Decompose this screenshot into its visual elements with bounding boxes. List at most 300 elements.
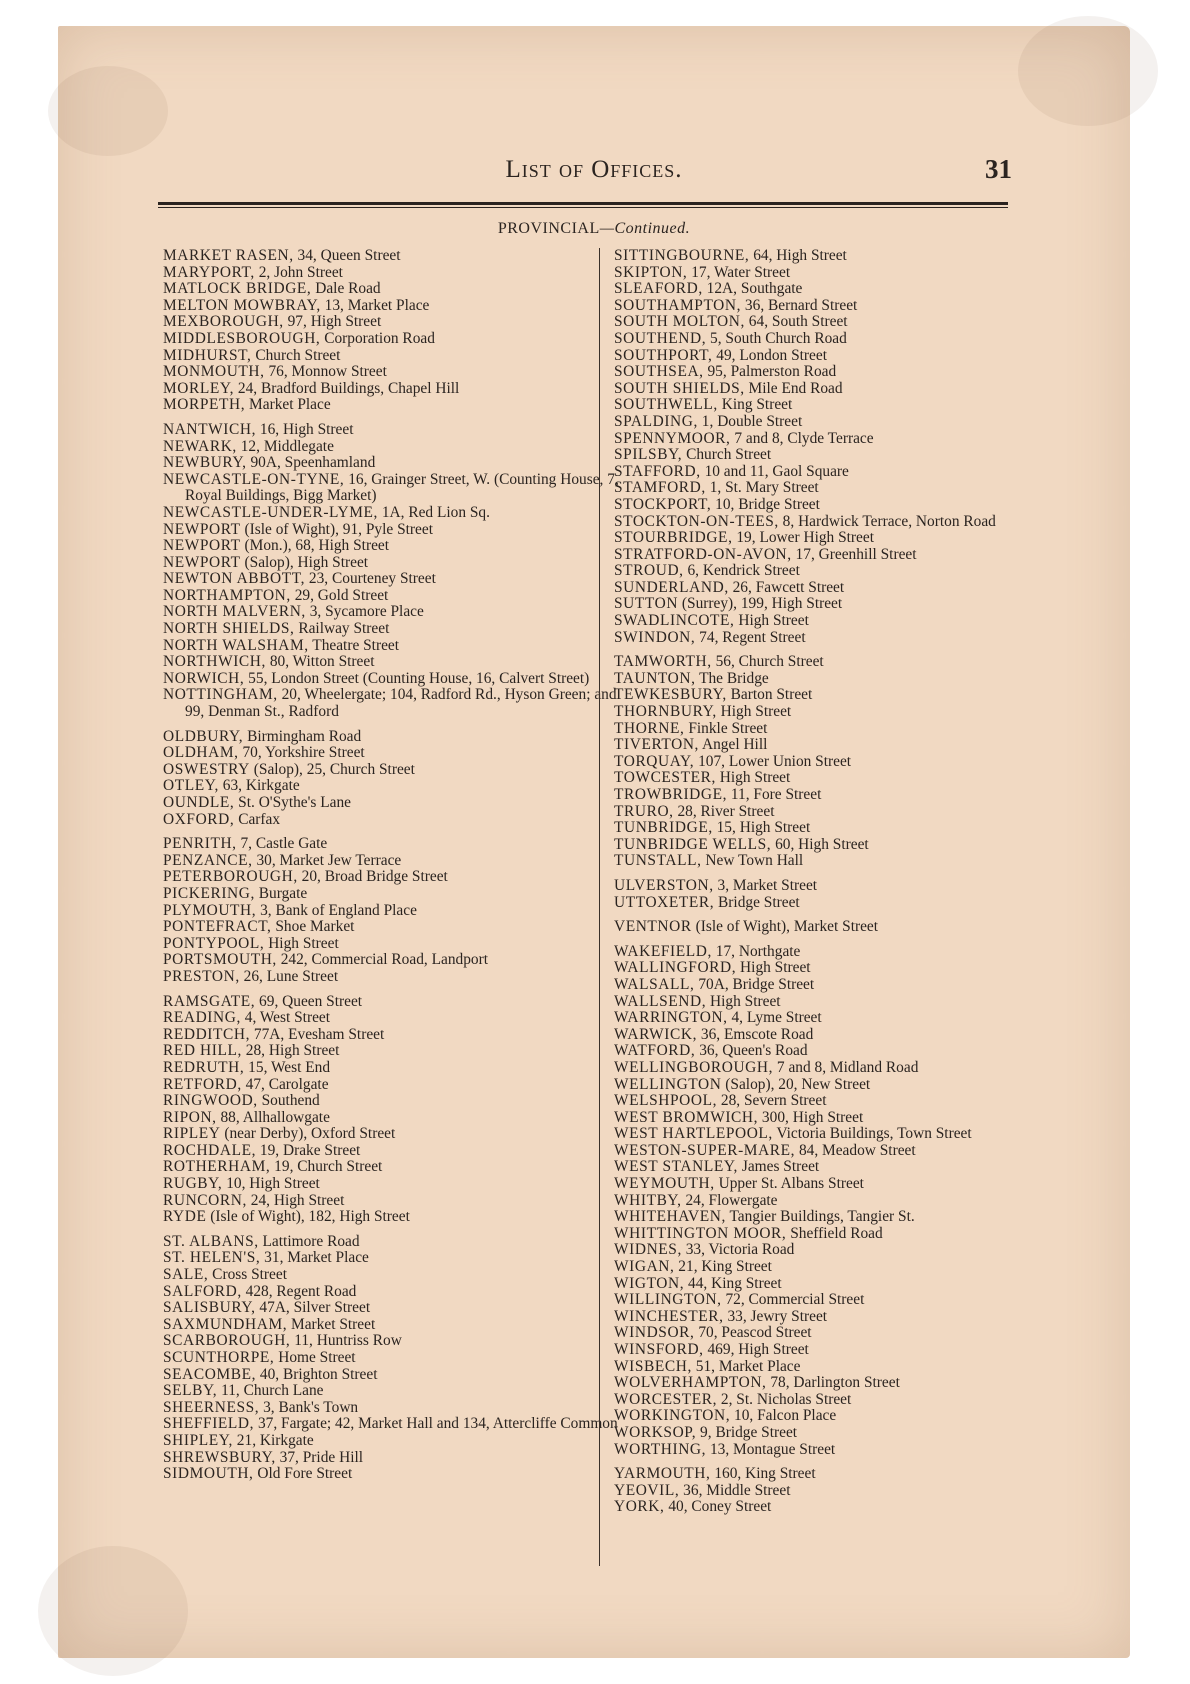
office-address: (Salop), 25, Church Street [249, 760, 415, 778]
office-entry [163, 314, 633, 331]
office-address: 24, Flowergate [681, 1191, 778, 1209]
office-address: 4, Lyme Street [727, 1009, 822, 1027]
left-column [163, 248, 633, 1491]
office-entry [614, 804, 1034, 821]
office-address: 40, Brighton Street [256, 1365, 378, 1383]
office-entry [614, 298, 1034, 315]
office-address: 1, Double Street [697, 412, 803, 430]
office-address: 3, Bank of England Place [256, 901, 417, 919]
town-name: NEWPORT [163, 553, 241, 571]
office-address: 40, Coney Street [664, 1498, 772, 1516]
office-address: 3, Bank's Town [259, 1398, 359, 1416]
town-name: RUNCORN, [163, 1191, 247, 1209]
office-entry [163, 505, 633, 522]
office-address: 47A, Silver Street [255, 1299, 371, 1317]
town-name: OXFORD, [163, 810, 235, 828]
office-address: 15, High Street [712, 819, 811, 837]
office-address: Birmingham Road [243, 727, 362, 745]
office-entry [614, 1483, 1034, 1500]
town-name: WORCESTER, [614, 1390, 718, 1408]
office-entry [163, 1400, 633, 1417]
office-entry [614, 787, 1034, 804]
office-address: 60, High Street [771, 835, 869, 853]
office-address: Corporation Road [320, 329, 435, 347]
office-entry [614, 348, 1034, 365]
town-name: STOURBRIDGE, [614, 529, 733, 547]
town-name: SPALDING, [614, 412, 698, 430]
town-name: SLEAFORD, [614, 280, 703, 298]
office-entry [614, 1226, 1034, 1243]
office-group [163, 729, 633, 829]
office-entry [614, 1259, 1034, 1276]
office-address: (near Derby), Oxford Street [220, 1125, 396, 1143]
office-address: Church Street [251, 346, 341, 364]
town-name: NEWPORT [163, 520, 241, 538]
town-name: MORPETH, [163, 396, 246, 414]
header-rule [158, 202, 1008, 205]
town-name: TIVERTON, [614, 736, 699, 754]
town-name: NEWCASTLE-UNDER-LYME, [163, 503, 378, 521]
right-column [614, 248, 1034, 1524]
office-address: 70, Yorkshire Street [238, 744, 365, 762]
town-name: WEST HARTLEPOOL, [614, 1125, 773, 1143]
office-address: Market Street [287, 1315, 376, 1333]
office-entry [163, 538, 633, 555]
office-address: 1, St. Mary Street [705, 479, 819, 497]
office-address: 37, Pride Hill [275, 1448, 364, 1466]
town-name: STROUD, [614, 562, 684, 580]
office-entry [614, 754, 1034, 771]
office-address: (Salop), High Street [240, 553, 369, 571]
office-entry [614, 1159, 1034, 1176]
office-entry [163, 886, 633, 903]
office-address: Cross Street [208, 1266, 287, 1284]
office-address: 70A, Bridge Street [694, 975, 815, 993]
office-address: 160, King Street [710, 1465, 816, 1483]
office-entry [163, 604, 633, 621]
office-address: 5, South Church Road [706, 329, 847, 347]
office-entry [614, 596, 1034, 613]
office-group [163, 248, 633, 414]
office-address: 11, Church Lane [217, 1382, 324, 1400]
town-name: NORTH SHIELDS, [163, 620, 295, 638]
office-address: James Street [738, 1158, 820, 1176]
office-entry [614, 737, 1034, 754]
office-address: 20, Broad Bridge Street [297, 868, 448, 886]
town-name: WORTHING, [614, 1440, 707, 1458]
office-entry [614, 1309, 1034, 1326]
office-address: Theatre Street [308, 636, 400, 654]
office-address: 64, High Street [749, 247, 847, 264]
office-address: 36, Bernard Street [741, 296, 858, 314]
town-name: SOUTHPORT, [614, 346, 713, 364]
office-address: Sheffield Road [786, 1224, 883, 1242]
office-address: 36, Middle Street [679, 1481, 791, 1499]
office-entry [614, 314, 1034, 331]
office-entry [614, 431, 1034, 448]
office-entry [163, 364, 633, 381]
office-entry [163, 795, 633, 812]
office-address: 7 and 8, Clyde Terrace [730, 429, 874, 447]
office-entry [614, 580, 1034, 597]
office-address: 76, Monnow Street [264, 363, 387, 381]
office-address: 20, Wheelergate; 104, Radford Rd., Hyson Green; and 99, Denman St., Radford [185, 686, 617, 721]
office-entry [163, 994, 633, 1011]
town-name: SELBY, [163, 1382, 218, 1400]
office-address: 28, Severn Street [717, 1092, 827, 1110]
town-name: SWADLINCOTE, [614, 612, 735, 630]
town-name: SOUTHSEA, [614, 363, 704, 381]
office-entry [614, 1027, 1034, 1044]
office-entry [614, 919, 1034, 936]
office-entry [163, 265, 633, 282]
office-address: 19, Drake Street [256, 1141, 361, 1159]
office-entry [163, 903, 633, 920]
town-name: WESTON-SUPER-MARE, [614, 1141, 796, 1159]
town-name: RED HILL, [163, 1042, 242, 1060]
office-group [614, 654, 1034, 870]
office-entry [614, 977, 1034, 994]
office-entry [614, 654, 1034, 671]
office-address: 26, Fawcett Street [728, 578, 845, 596]
office-entry [163, 762, 633, 779]
town-name: MATLOCK BRIDGE, [163, 280, 312, 298]
office-entry [614, 1209, 1034, 1226]
office-entry [614, 895, 1034, 912]
office-address: 13, Market Place [320, 296, 430, 314]
town-name: MORLEY, [163, 379, 235, 397]
town-name: WELSHPOOL, [614, 1092, 718, 1110]
town-name: PLYMOUTH, [163, 901, 257, 919]
town-name: YARMOUTH, [614, 1465, 711, 1483]
town-name: TAMWORTH, [614, 653, 712, 671]
office-entry [163, 1367, 633, 1384]
office-entry [163, 671, 633, 688]
office-entry [614, 281, 1034, 298]
town-name: SCUNTHORPE, [163, 1349, 275, 1366]
office-address: High Street [734, 612, 809, 630]
office-entry [614, 248, 1034, 265]
town-name: SALISBURY, [163, 1299, 256, 1317]
office-address: Railway Street [294, 620, 390, 638]
town-name: WEST STANLEY, [614, 1158, 738, 1176]
office-address: Barton Street [726, 686, 813, 704]
town-name: PONTYPOOL, [163, 934, 265, 952]
office-address: (Surrey), 199, High Street [678, 595, 843, 613]
town-name: NORTHWICH, [163, 653, 266, 671]
office-entry [614, 687, 1034, 704]
town-name: ROCHDALE, [163, 1141, 257, 1159]
office-entry [163, 555, 633, 572]
town-name: WINCHESTER, [614, 1307, 724, 1325]
office-address: 6, Kendrick Street [683, 562, 800, 580]
office-entry [163, 687, 633, 720]
office-address: Market Place [245, 396, 331, 414]
office-address: 300, High Street [758, 1108, 864, 1126]
office-address: 16, High Street [256, 420, 354, 438]
office-address: 10 and 11, Gaol Square [700, 462, 849, 480]
office-address: 17, Greenhill Street [791, 545, 917, 563]
office-entry [163, 936, 633, 953]
office-address: Carfax [234, 810, 281, 828]
office-entry [614, 1499, 1034, 1516]
office-entry [163, 952, 633, 969]
town-name: WISBECH, [614, 1357, 692, 1375]
town-name: PRESTON, [163, 967, 240, 985]
office-address: Burgate [254, 884, 308, 902]
office-entry [163, 1043, 633, 1060]
page-title: List of Offices. [505, 156, 683, 183]
office-entry [163, 1176, 633, 1193]
office-entry [614, 364, 1034, 381]
office-address: 9, Bridge Street [696, 1423, 798, 1441]
office-entry [163, 812, 633, 829]
office-entry [163, 1267, 633, 1284]
office-entry [614, 1143, 1034, 1160]
town-name: STOCKTON-ON-TEES, [614, 512, 779, 530]
town-name: PETERBOROUGH, [163, 868, 298, 886]
office-address: 78, Darlington Street [766, 1374, 900, 1392]
paper-page [58, 26, 1130, 1658]
office-entry [163, 969, 633, 986]
office-entry [163, 638, 633, 655]
town-name: YORK, [614, 1498, 665, 1516]
office-address: King Street [717, 396, 793, 414]
office-address: 77A, Evesham Street [250, 1025, 385, 1043]
office-address: 72, Commercial Street [721, 1291, 865, 1309]
town-name: WARWICK, [614, 1025, 698, 1043]
office-address: 428, Regent Road [241, 1282, 357, 1300]
town-name: SUNDERLAND, [614, 578, 729, 596]
office-address: High Street [736, 959, 811, 977]
office-entry [614, 1375, 1034, 1392]
office-address: 88, Allhallowgate [216, 1108, 330, 1126]
town-name: RUGBY, [163, 1175, 223, 1193]
office-entry [614, 1325, 1034, 1342]
office-address: High Street [716, 703, 792, 721]
town-name: THORNE, [614, 719, 685, 737]
town-name: TORQUAY, [614, 752, 695, 770]
office-address: 90A, Speenhamland [246, 454, 376, 472]
office-entry [163, 919, 633, 936]
office-address: 8, Hardwick Terrace, Norton Road [778, 512, 996, 530]
office-address: 49, London Street [712, 346, 827, 364]
office-address: 11, Fore Street [727, 786, 822, 803]
office-entry [163, 397, 633, 414]
office-entry [163, 1250, 633, 1267]
town-name: READING, [163, 1009, 241, 1027]
town-name: OUNDLE, [163, 794, 235, 811]
section-title: PROVINCIAL [497, 220, 600, 237]
office-address: 3, Market Street [713, 876, 818, 894]
office-address: Shoe Market [271, 918, 355, 936]
office-entry [614, 1110, 1034, 1127]
office-entry [163, 1027, 633, 1044]
office-entry [163, 1159, 633, 1176]
office-entry [614, 1060, 1034, 1077]
town-name: SCARBOROUGH, [163, 1332, 291, 1350]
town-name: OSWESTRY [163, 760, 250, 778]
office-entry [614, 265, 1034, 282]
page-stain [48, 66, 168, 156]
office-address: Tangier Buildings, Tangier St. [725, 1208, 915, 1226]
town-name: SOUTH SHIELDS, [614, 379, 745, 397]
town-name: WEYMOUTH, [614, 1175, 715, 1193]
office-entry [163, 1383, 633, 1400]
office-entry [163, 1284, 633, 1301]
office-address: 36, Queen's Road [695, 1042, 808, 1060]
office-entry [163, 1416, 633, 1433]
office-entry [614, 381, 1034, 398]
office-entry [163, 1300, 633, 1317]
office-entry [614, 1466, 1034, 1483]
town-name: PONTEFRACT, [163, 918, 272, 936]
office-entry [163, 522, 633, 539]
town-name: SOUTHAMPTON, [614, 296, 742, 314]
office-address: 2, St. Nicholas Street [717, 1390, 852, 1408]
office-address: New Town Hall [701, 852, 804, 870]
office-entry [163, 281, 633, 298]
town-name: SITTINGBOURNE, [614, 247, 750, 264]
office-address: Old Fore Street [253, 1465, 353, 1483]
office-address: 17, Water Street [687, 263, 791, 281]
office-address: 3, Sycamore Place [305, 603, 424, 621]
office-entry [163, 1193, 633, 1210]
office-address: 4, West Street [240, 1009, 331, 1027]
office-entry [163, 472, 633, 505]
town-name: MEXBOROUGH, [163, 313, 284, 331]
office-entry [614, 1126, 1034, 1143]
office-address: 469, High Street [703, 1341, 809, 1358]
office-group [614, 878, 1034, 911]
town-name: NORTHAMPTON, [163, 586, 291, 604]
office-entry [163, 778, 633, 795]
office-address: Angel Hill [698, 736, 768, 754]
office-entry [614, 1359, 1034, 1376]
town-name: NEWARK, [163, 437, 237, 455]
office-address: Victoria Buildings, Town Street [772, 1125, 972, 1143]
office-entry [163, 1234, 633, 1251]
office-entry [163, 571, 633, 588]
town-name: WELLINGBOROUGH, [614, 1058, 774, 1076]
office-entry [163, 1093, 633, 1110]
office-address: 12A, Southgate [702, 280, 803, 298]
town-name: SOUTHWELL, [614, 396, 718, 414]
column-divider [599, 248, 600, 1566]
town-name: MARYPORT, [163, 263, 255, 281]
town-name: SKIPTON, [614, 263, 688, 281]
office-address: 63, Kirkgate [218, 777, 300, 795]
office-address: 24, Bradford Buildings, Chapel Hill [234, 379, 460, 397]
town-name: NORWICH, [163, 669, 245, 687]
office-address: (Isle of Wight), 182, High Street [206, 1208, 410, 1226]
town-name: PICKERING, [163, 884, 255, 902]
office-entry [614, 630, 1034, 647]
office-address: 33, Jewry Street [723, 1307, 828, 1325]
town-name: WINDSOR, [614, 1324, 695, 1342]
town-name: WORKSOP, [614, 1423, 697, 1441]
office-address: 21, King Street [674, 1258, 772, 1276]
office-address: 55, London Street (Counting House, 16, Calvert Street) [244, 669, 590, 687]
office-address: 84, Meadow Street [795, 1141, 916, 1159]
town-name: MONMOUTH, [163, 363, 265, 381]
town-name: WHITBY, [614, 1191, 682, 1209]
town-name: TROWBRIDGE, [614, 786, 728, 803]
town-name: TUNBRIDGE, [614, 819, 713, 837]
office-address: 10, Falcon Place [730, 1407, 837, 1425]
office-address: 97, High Street [283, 313, 382, 331]
office-address: Bridge Street [714, 893, 800, 911]
office-entry [163, 1060, 633, 1077]
office-address: 33, Victoria Road [681, 1241, 795, 1259]
office-entry [614, 1176, 1034, 1193]
office-entry [163, 745, 633, 762]
office-entry [163, 869, 633, 886]
office-address: 10, High Street [222, 1175, 320, 1193]
town-name: MARKET RASEN, [163, 247, 294, 264]
office-entry [614, 853, 1034, 870]
office-group [163, 994, 633, 1226]
office-entry [163, 1209, 633, 1226]
town-name: SHEFFIELD, [163, 1415, 255, 1433]
town-name: TEWKESBURY, [614, 686, 727, 704]
town-name: STOCKPORT, [614, 495, 712, 513]
office-address: 74, Regent Street [695, 628, 806, 646]
town-name: ST. ALBANS, [163, 1232, 259, 1250]
page-number: 31 [985, 154, 1012, 184]
section-heading [58, 220, 1130, 238]
town-name: SAXMUNDHAM, [163, 1315, 288, 1333]
town-name: RINGWOOD, [163, 1092, 258, 1110]
office-address: 95, Palmerston Road [703, 363, 837, 381]
office-entry [614, 331, 1034, 348]
town-name: SALFORD, [163, 1282, 242, 1300]
office-entry [163, 1333, 633, 1350]
section-suffix: —Continued. [599, 220, 691, 237]
office-address: 7, Castle Gate [236, 835, 328, 853]
office-group [614, 919, 1034, 936]
town-name: NEWCASTLE-ON-TYNE, [163, 470, 345, 488]
town-name: WORKINGTON, [614, 1407, 731, 1425]
town-name: PORTSMOUTH, [163, 951, 277, 969]
office-entry [614, 1392, 1034, 1409]
office-address: High Street [715, 769, 791, 787]
office-entry [614, 671, 1034, 688]
office-address: 2, John Street [254, 263, 343, 281]
town-name: SEACOMBE, [163, 1365, 257, 1383]
office-address: (Isle of Wight), Market Street [691, 918, 879, 936]
office-entry [614, 480, 1034, 497]
office-entry [163, 439, 633, 456]
office-group [614, 1466, 1034, 1516]
town-name: ROTHERHAM, [163, 1158, 271, 1176]
office-entry [614, 944, 1034, 961]
town-name: RAMSGATE, [163, 992, 256, 1010]
town-name: RIPON, [163, 1108, 217, 1126]
office-entry [614, 447, 1034, 464]
town-name: SOUTHEND, [614, 329, 707, 347]
office-address: 31, Market Place [260, 1249, 369, 1267]
town-name: WHITEHAVEN, [614, 1208, 726, 1226]
town-name: NEWPORT [163, 537, 241, 555]
office-entry [614, 1442, 1034, 1459]
town-name: STAFFORD, [614, 462, 701, 480]
town-name: ULVERSTON, [614, 876, 714, 894]
office-address: 12, Middlegate [236, 437, 334, 455]
office-address: 242, Commercial Road, Landport [276, 951, 489, 969]
office-entry [614, 1342, 1034, 1359]
office-entry [614, 514, 1034, 531]
